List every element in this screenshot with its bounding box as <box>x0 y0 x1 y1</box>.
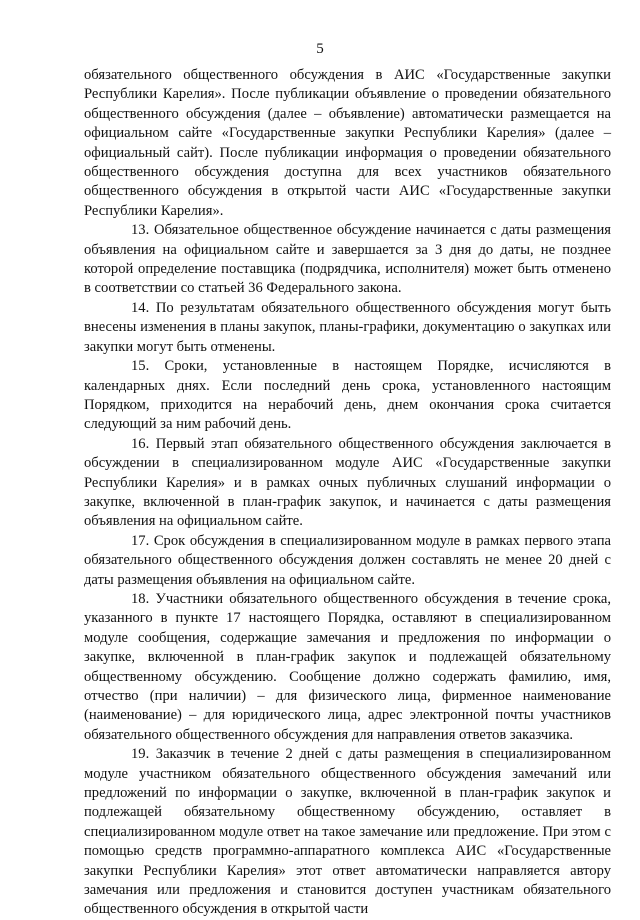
paragraph-16: 16. Первый этап обязательного общественного обсуждения заключается в обсуждении в специализированном модуле АИС «Государственные закупки Республики Карелия» и в рамках очных публичных слушаний информации о закупке, включенной в план-график закупок, и начинается с даты размещения объявления на официальном сайте. <box>84 435 611 530</box>
paragraph-14: 14. По результатам обязательного общественного обсуждения могут быть внесены изменения в планы закупок, планы-графики, документацию о закупках или закупки могут быть отменены. <box>84 299 611 355</box>
paragraph-continuation: обязательного общественного обсуждения в АИС «Государственные закупки Республики Карелия». После публикации объявление о проведении обязательного общественного обсуждения (далее – объявление) автоматически размещается на официальном сайте «Государственные закупки Республики Карелия» (далее – официальный сайт). После публикации информация о проведении обязательного общественного обсуждения доступна для всех участников обязательного общественного обсуждения в открытой части АИС «Государственные закупки Республики Карелия». <box>84 67 611 219</box>
paragraph-19: 19. Заказчик в течение 2 дней с даты размещения в специализированном модуле участником обязательного общественного обсуждения замечаний или предложений по информации о закупке, включенной в план-график закупок и подлежащей обязательному общественному обсуждению, оставляет в специализированном модуле ответ на такое замечание или предложение. При этом с помощью средств программно-аппаратного комплекса АИС «Государственные закупки Республики Карелия» этот ответ автоматически направляется автору замечания или предложения и становится доступен участникам обязательного общественного обсуждения в открытой части <box>84 746 611 918</box>
paragraph-17: 17. Срок обсуждения в специализированном модуле в рамках первого этапа обязательного общественного обсуждения должен составлять не менее 20 дней с даты размещения объявления на официальном сайте. <box>84 532 611 588</box>
paragraph-15: 15. Сроки, установленные в настоящем Порядке, исчисляются в календарных днях. Если последний день срока, установленного настоящим Порядком, приходится на нерабочий день, днем окончания срока считается следующий за ним рабочий день. <box>84 358 611 433</box>
document-body <box>84 66 611 920</box>
page-number: 5 <box>316 41 324 57</box>
paragraph-18: 18. Участники обязательного общественного обсуждения в течение срока, указанного в пункте 17 настоящего Порядка, оставляют в специализированном модуле сообщения, содержащие замечания и предложения по информации о закупке, включенной в план-график закупок и подлежащей обязательному общественному обсуждению. Сообщение должно содержать фамилию, имя, отчество (при наличии) – для физического лица, фирменное наименование (наименование) – для юридического лица, адрес электронной почты участников обязательного общественного обсуждения для направления ответов заказчика. <box>84 590 611 743</box>
paragraph-13: 13. Обязательное общественное обсуждение начинается с даты размещения объявления на официальном сайте и завершается за 3 дня до даты, не позднее которой определение поставщика (подрядчика, исполнителя) может быть отменено в соответствии со статьей 36 Федерального закона. <box>84 222 611 297</box>
